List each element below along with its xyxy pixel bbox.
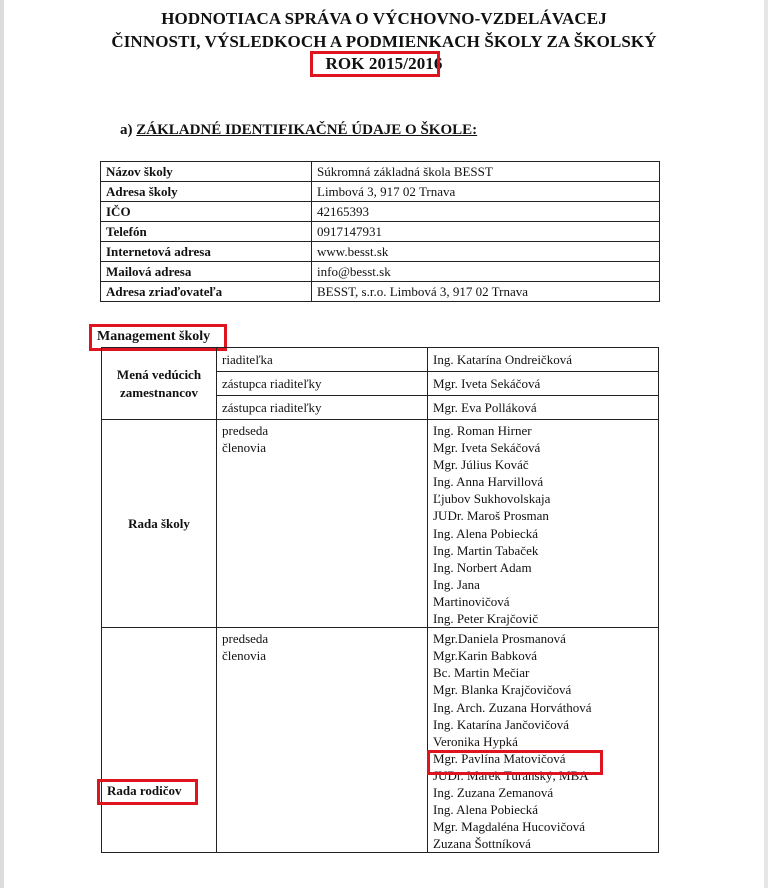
leaders-label-cell xyxy=(102,348,217,420)
list-item: Ing. Jana xyxy=(433,576,480,592)
list-item: Veronika Hypká xyxy=(433,733,518,749)
section-a-title: ZÁKLADNÉ IDENTIFIKAČNÉ ÚDAJE O ŠKOLE: xyxy=(136,122,478,138)
ident-value: 0917147931 xyxy=(312,222,660,242)
report-title-line-1: HODNOTIACA SPRÁVA O VÝCHOVNO-VZDELÁVACEJ xyxy=(161,9,607,28)
table-row xyxy=(101,242,660,262)
list-item: Ing. Katarína Jančovičová xyxy=(433,716,570,732)
table-row xyxy=(102,420,659,628)
board-role: členovia xyxy=(222,440,267,456)
list-item: Mgr. Július Kováč xyxy=(433,457,529,473)
ident-key: Názov školy xyxy=(101,162,312,182)
list-item: Ing. Arch. Zuzana Horváthová xyxy=(433,699,592,715)
parents-board-label: Rada rodičov xyxy=(107,783,182,798)
ident-value: 42165393 xyxy=(312,202,660,222)
list-item: Ing. Martin Tabaček xyxy=(433,542,539,558)
board-role: predseda xyxy=(222,423,269,438)
list-item: Ing. Roman Hirner xyxy=(433,423,532,438)
leader-name: Ing. Katarína Ondreičková xyxy=(428,348,659,372)
table-row xyxy=(101,162,660,182)
ident-value: BESST, s.r.o. Limbová 3, 917 02 Trnava xyxy=(312,282,660,302)
list-item: Ľjubov Sukhovolskaja xyxy=(433,491,551,507)
board-role: predseda xyxy=(222,631,269,647)
board-role: členovia xyxy=(222,648,267,664)
list-item: Ing. Norbert Adam xyxy=(433,559,532,575)
section-a-prefix: a) xyxy=(120,122,137,138)
page-edge-left xyxy=(0,0,4,888)
section-a-heading xyxy=(120,122,477,139)
report-title-year: ROK 2015/2016 xyxy=(325,54,443,73)
list-item: Bc. Martin Mečiar xyxy=(433,665,530,681)
list-item: Ing. Peter Krajčovič xyxy=(433,611,539,627)
school-board-label: Rada školy xyxy=(102,420,217,628)
list-item: Ing. Alena Pobiecká xyxy=(433,802,539,818)
table-row xyxy=(101,282,660,302)
year-highlight-box xyxy=(310,51,440,77)
leader-role: riaditeľka xyxy=(217,348,428,372)
ident-value: www.besst.sk xyxy=(312,242,660,262)
report-title-line-2: ČINNOSTI, VÝSLEDKOCH A PODMIENKACH ŠKOLY ZA ŠKOLSKÝ xyxy=(111,32,657,51)
table-row xyxy=(101,262,660,282)
table-row xyxy=(102,628,659,853)
ident-key: Telefón xyxy=(101,222,312,242)
list-item: JUDr. Maroš Prosman xyxy=(433,508,549,524)
list-item: Mgr. Magdaléna Hucovičová xyxy=(433,819,585,835)
school-board-roles xyxy=(217,420,428,628)
list-item: Mgr.Daniela Prosmanová xyxy=(433,631,566,647)
list-item: Ing. Alena Pobiecká xyxy=(433,525,539,541)
table-row xyxy=(101,202,660,222)
table-row xyxy=(101,222,660,242)
ident-key: Internetová adresa xyxy=(101,242,312,262)
page-edge-right xyxy=(764,0,768,888)
ident-key: IČO xyxy=(101,202,312,222)
school-board-members xyxy=(428,420,659,628)
leaders-label-line: Mená vedúcich xyxy=(116,367,202,383)
member-highlight-box xyxy=(427,750,603,775)
table-row xyxy=(101,182,660,202)
list-item: Mgr. Blanka Krajčovičová xyxy=(433,682,572,698)
list-item: Mgr. Pavlína Matovičová xyxy=(433,750,566,766)
management-heading: Management školy xyxy=(97,329,211,344)
ident-key: Mailová adresa xyxy=(101,262,312,282)
ident-value: Súkromná základná škola BESST xyxy=(312,162,660,182)
list-item: Ing. Zuzana Zemanová xyxy=(433,784,554,800)
parents-board-roles xyxy=(217,628,428,853)
list-item: Ing. Anna Harvillová xyxy=(433,474,544,490)
list-item: Zuzana Šottníková xyxy=(433,836,531,852)
list-item: JUDr. Marek Turanský, MBA xyxy=(433,767,589,783)
leader-name: Mgr. Iveta Sekáčová xyxy=(428,372,659,396)
parents-board-label-cell xyxy=(102,628,217,853)
ident-value: Limbová 3, 917 02 Trnava xyxy=(312,182,660,202)
leaders-label-line: zamestnancov xyxy=(120,384,198,400)
leader-name: Mgr. Eva Polláková xyxy=(428,396,659,420)
management-table xyxy=(101,347,659,853)
ident-key: Adresa školy xyxy=(101,182,312,202)
parents-board-members xyxy=(428,628,659,853)
ident-key: Adresa zriaďovateľa xyxy=(101,282,312,302)
list-item: Mgr.Karin Babková xyxy=(433,648,537,664)
table-row xyxy=(102,348,659,372)
ident-value: info@besst.sk xyxy=(312,262,660,282)
leader-role: zástupca riaditeľky xyxy=(217,372,428,396)
leader-role: zástupca riaditeľky xyxy=(217,396,428,420)
identification-table xyxy=(100,161,660,302)
list-item: Martinovičová xyxy=(433,593,510,609)
list-item: Mgr. Iveta Sekáčová xyxy=(433,440,541,456)
